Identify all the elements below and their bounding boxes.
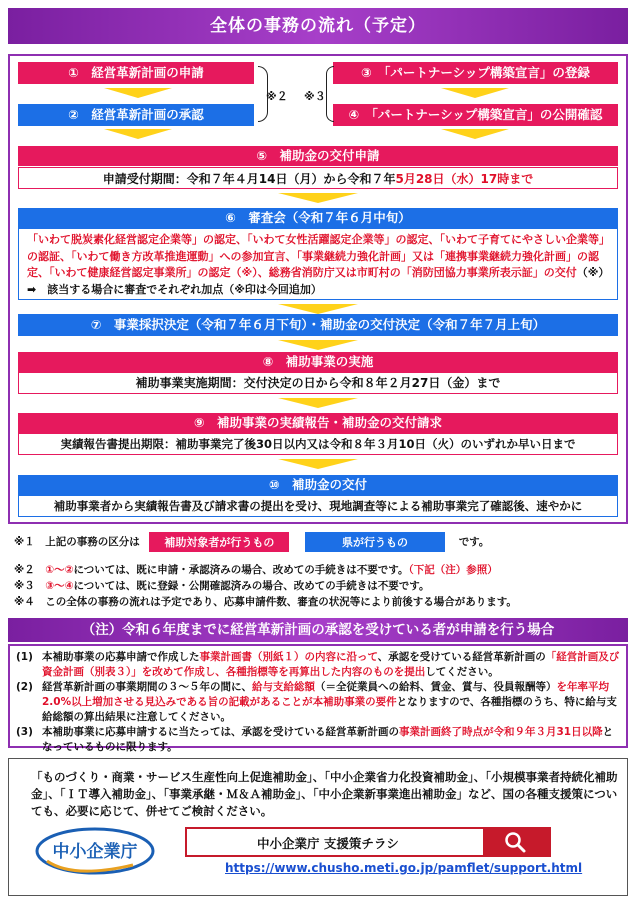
- arrow-6-7: [278, 304, 358, 314]
- step-6-bar: ⑥ 審査会（令和７年６月中旬）: [18, 208, 618, 228]
- note-4: ※４ この全体の事務の流れは予定であり、応募申請件数、審査の状況等により前後する場合があります。: [14, 596, 517, 608]
- step-5-detail: [18, 167, 618, 189]
- note-3-body: については、既に登録・公開確認済みの場合、改めての手続きは不要です。: [73, 580, 430, 592]
- step-7-bar: ⑦ 事業採択決定（令和７年６月下旬）・補助金の交付決定（令和７年７月上旬）: [18, 314, 618, 336]
- note-2-body: については、既に申請・承認済みの場合、改めての手続きは不要です。: [73, 564, 409, 576]
- arrow-4-5: [441, 129, 509, 139]
- arrow-1-2: [104, 88, 172, 98]
- note-2: [14, 562, 498, 577]
- caution-item-1-a: 本補助事業の応募申請で作成した: [42, 651, 200, 663]
- caution-item-1-e: してください。: [425, 666, 499, 678]
- caution-item-2-d: を年率平均2.0%以上増加させる見込みである旨の記載があることが本補助事業の要件: [42, 681, 609, 708]
- search-bar[interactable]: [185, 827, 551, 857]
- arrow-7-8: [278, 340, 358, 350]
- step-4-bar: ④ 「パートナーシップ構築宣言」の公開確認: [333, 104, 618, 126]
- search-query: 中小企業庁 支援策チラシ: [257, 836, 399, 851]
- step-6-criteria: 「いわて脱炭素化経営認定企業等」の認定、「いわて女性活躍認定企業等」の認定、「いわて子育てにやさしい企業等」の認証、「いわて働き方改革推進運動」への参加宣言、「事業継続力強化計画」又は「連携事業継続力強化計画」の認定、「いわて健康経営認定事業所」の認定（※）、総務省消防庁又は市町村の「消防団協力事業所表示証」の交付: [27, 233, 605, 279]
- step-6-tail: （※） ➡ 該当する場合に審査でそれぞれ加点（※印は今回追加）: [27, 266, 615, 296]
- note-2-ref: （下記（注）参照）: [408, 564, 498, 576]
- step-5-bar: ⑤ 補助金の交付申請: [18, 146, 618, 166]
- note-2-range: ①～②: [45, 564, 74, 576]
- caution-item-2: [16, 680, 620, 725]
- support-info-box: [8, 758, 628, 896]
- sme-agency-logo: [33, 821, 163, 877]
- support-text: 「ものづくり・商業・サービス生産性向上促進補助金」、「中小企業省力化投資補助金」、「小規模事業者持続化補助金」、「ＩＴ導入補助金」、「事業承継・Ｍ＆Ａ補助金」、「中小企業新事業進出補助金」など、国の各種支援策についても、必要に応じて、併せてご検討ください。: [31, 770, 618, 818]
- caution-item-1-num: (1): [16, 651, 33, 663]
- caution-box: [8, 644, 628, 753]
- search-icon: [483, 829, 549, 855]
- support-url-link[interactable]: https://www.chusho.meti.go.jp/pamflet/support.html: [225, 861, 583, 875]
- note-1-label: ※１ 上記の事務の区分は: [14, 536, 140, 548]
- arrow-2-5: [104, 129, 172, 139]
- caution-item-3: [16, 725, 620, 755]
- step-6-detail: [18, 228, 618, 300]
- note-3-prefix: ※３: [14, 580, 46, 592]
- note-3-range: ③～④: [45, 580, 74, 592]
- step-2-bar: ② 経営革新計画の承認: [18, 104, 254, 126]
- caution-heading: （注）令和６年度までに経営革新計画の承認を受けている者が申請を行う場合: [8, 618, 628, 642]
- step-10-bar: ⑩ 補助金の交付: [18, 475, 618, 495]
- note-3-mark: ※３: [304, 90, 326, 103]
- caution-item-3-a: 本補助事業に応募申請するに当たっては、承認を受けている経営革新計画の: [42, 726, 399, 738]
- step-5-deadline: 5月28日（水）17時まで: [395, 172, 534, 186]
- note-2-prefix: ※２: [14, 564, 46, 576]
- caution-item-2-a: 経営革新計画の事業期間の３～５年の間に、: [42, 681, 252, 693]
- search-button[interactable]: [483, 829, 549, 855]
- caution-item-1-d: 「経営計画及び資金計画（別表３）」を改めて作成し、各種指標等を再算出した内容のものを提出: [42, 651, 620, 678]
- step-3-bar: ③ 「パートナーシップ構築宣言」の登録: [333, 62, 618, 84]
- sme-agency-logo-icon: [33, 821, 163, 877]
- step-9-detail: 実績報告書提出期限：補助事業完了後30日以内又は令和８年３月10日（火）のいずれか早い日まで: [18, 433, 618, 455]
- step-8-bar: ⑧ 補助事業の実施: [18, 352, 618, 372]
- caution-item-1: [16, 650, 620, 680]
- step-5-period: 申請受付期間：令和７年４月14日（月）から令和７年: [102, 172, 396, 186]
- caution-item-1-c: 、承認を受けている経営革新計画の: [377, 651, 546, 663]
- caution-item-3-num: (3): [16, 726, 33, 738]
- arrow-3-4: [441, 88, 509, 98]
- legend-prefecture-chip: 県が行うもの: [305, 532, 445, 552]
- legend-applicant-chip: 補助対象者が行うもの: [149, 532, 289, 552]
- caution-item-2-e: となりますので、各種指標のうち、特に給与支給総額の算出結果に注意してください。: [42, 696, 617, 723]
- step-9-bar: ⑨ 補助事業の実績報告・補助金の交付請求: [18, 413, 618, 433]
- step-1-bar: ① 経営革新計画の申請: [18, 62, 254, 84]
- caution-item-2-num: (2): [16, 681, 33, 693]
- bracket-note-3: [326, 66, 334, 122]
- note-1: [14, 532, 489, 552]
- page-title: 全体の事務の流れ（予定）: [8, 8, 628, 44]
- note-3: [14, 578, 429, 593]
- note-2-mark: ※２: [266, 90, 288, 103]
- step-8-detail: 補助事業実施期間：交付決定の日から令和８年２月27日（金）まで: [18, 372, 618, 394]
- caution-item-3-c: となっているものに限ります。: [42, 726, 614, 753]
- caution-item-2-c: （＝全従業員への給料、賃金、賞与、役員報酬等）: [315, 681, 557, 693]
- arrow-9-10: [278, 459, 358, 469]
- arrow-8-9: [278, 398, 358, 408]
- caution-item-1-b: 事業計画書（別紙１）の内容に沿って: [199, 651, 378, 663]
- caution-item-2-b: 給与支給総額: [252, 681, 315, 693]
- logo-text: 中小企業庁: [52, 842, 138, 862]
- note-1-tail: です。: [458, 536, 490, 548]
- caution-item-3-b: 事業計画終了時点が令和９年３月31日以降: [399, 726, 603, 738]
- arrow-5-6: [278, 193, 358, 203]
- step-10-detail: 補助事業者から実績報告書及び請求書の提出を受け、現地調査等による補助事業完了確認後、速やかに: [18, 495, 618, 517]
